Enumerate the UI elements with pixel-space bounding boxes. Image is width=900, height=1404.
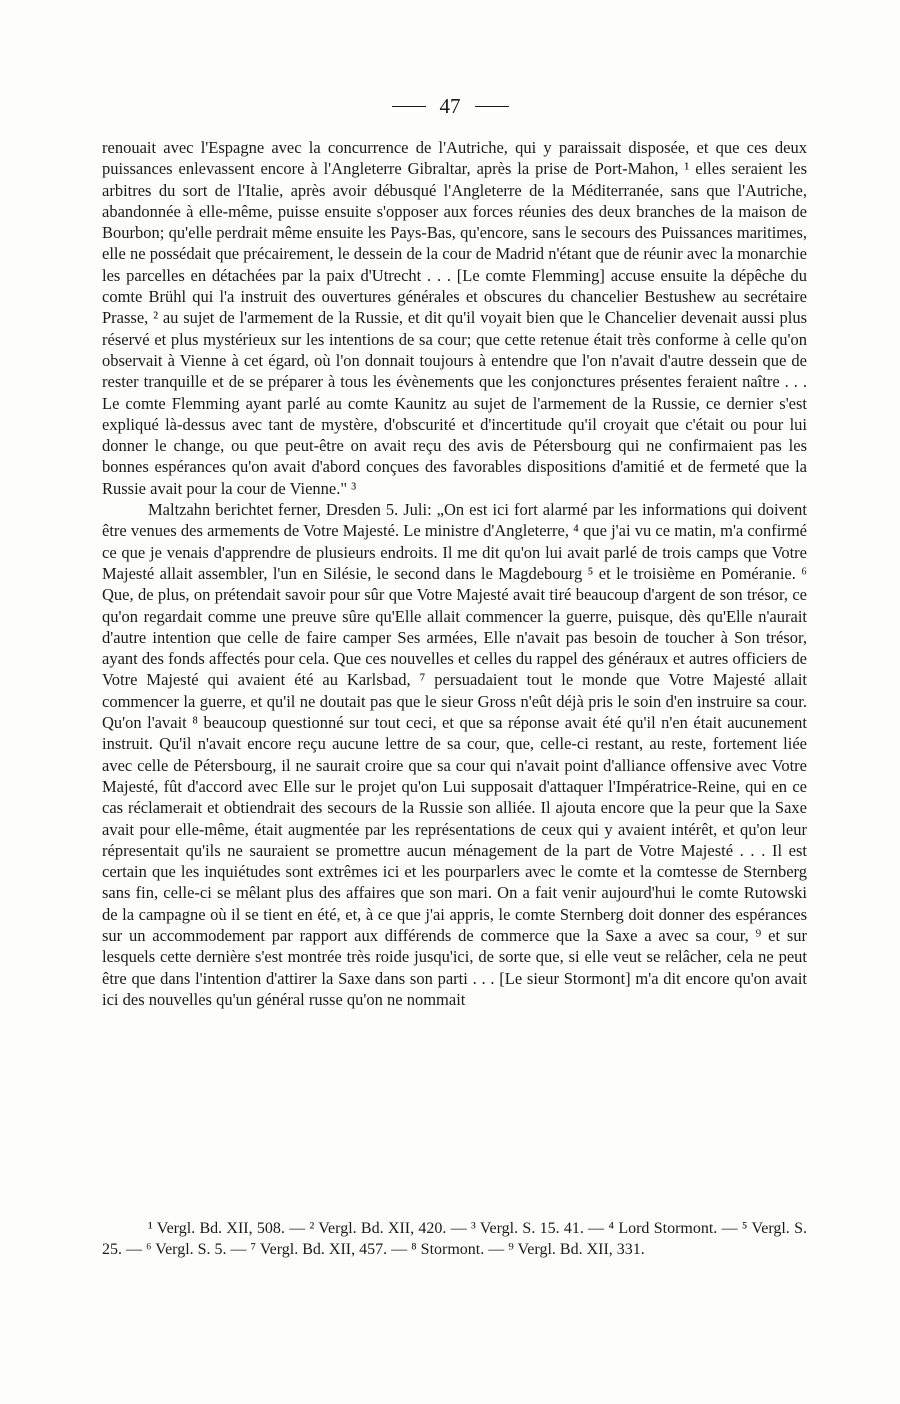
footnotes: [102, 1218, 807, 1260]
main-text: [102, 137, 807, 1010]
header-rule-right: [475, 106, 509, 107]
page-header: [0, 94, 900, 119]
footnote-text: ¹ Vergl. Bd. XII, 508. — ² Vergl. Bd. XII, 420. — ³ Vergl. S. 15. 41. — ⁴ Lord Stormont. — ⁵ Vergl. S. 25. — ⁶ Vergl. S. 5. — ⁷ Vergl. Bd. XII, 457. — ⁸ Stormont. — ⁹ Vergl. Bd. XII, 331.: [102, 1220, 807, 1258]
paragraph-2: Maltzahn berichtet ferner, Dresden 5. Juli: „On est ici fort alarmé par les informations qui doivent être venues des armements de Votre Majesté. Le ministre d'Angleterre, ⁴ que j'ai vu ce matin, m'a confirmé ce que je venais d'apprendre de plusieurs endroits. Il me dit qu'on lui avait parlé de trois camps que Votre Majesté allait assembler, l'un en Silésie, le second dans le Magdebourg ⁵ et le troisième en Poméranie. ⁶ Que, de plus, on prétendait savoir pour sûr que Votre Majesté avait tiré beaucoup d'argent de son trésor, ce qu'on regardait comme une preuve sûre qu'Elle allait commencer la guerre, puisque, dès qu'Elle n'aurait d'autre intention que celle de faire camper Ses armées, Elle n'avait pas besoin de toucher à Son trésor, ayant des fonds affectés pour cela. Que ces nouvelles et celles du rappel des généraux et autres officiers de Votre Majesté qui avaient été au Karlsbad, ⁷ persuadaient tout le monde que Votre Majesté allait commencer la guerre, et qu'il ne doutait pas que le sieur Gross n'eût déjà pris le soin d'en instruire sa cour. Qu'on l'avait ⁸ beaucoup questionné sur tout ceci, et que sa réponse avait été qu'il n'en était aucunement instruit. Qu'il n'avait encore reçu aucune lettre de sa cour, que, celle-ci restant, au reste, fortement liée avec celle de Pétersbourg, il ne saurait croire que sa cour qui n'avait point d'alliance offensive avec Votre Majesté, fût d'accord avec Elle sur le projet qu'on Lui supposait d'attaquer l'Impératrice-Reine, qui en ce cas réclamerait et obtiendrait des secours de la Russie son alliée. Il ajouta encore que la peur que la Saxe avait pour elle-même, était augmentée par les représentations de ceux qui y avaient intérêt, et qu'on leur répresentait qu'ils ne sauraient se promettre aucun ménagement de la part de Votre Majesté . . . Il est certain que les inquiétudes sont extrêmes ici et les pourparlers avec le comte et la comtesse de Sternberg sans fin, celle-ci se mêlant plus des affaires que son mari. On a fait venir aujourd'hui le comte Rutowski de la campagne où il se tient en été, et, à ce que j'ai appris, le comte Sternberg doit donner des espérances sur un accommodement par rapport aux différends de commerce que la Saxe a avec sa cour, ⁹ et sur lesquels cette dernière s'est montrée très roide jusqu'ici, de sorte que, si elle veut se relâcher, cela ne peut être que dans l'intention d'attirer la Saxe dans son parti . . . [Le sieur Stormont] m'a dit encore qu'on avait ici des nouvelles qu'un général russe qu'on ne nommait: [102, 500, 807, 1009]
header-rule-left: [392, 106, 426, 107]
page-number: 47: [439, 94, 461, 118]
paragraph-1: renouait avec l'Espagne avec la concurrence de l'Autriche, qui y paraissait disposée, et que ces deux puissances enlevassent encore à l'Angleterre Gibraltar, après la prise de Port-Mahon, ¹ elles seraient les arbitres du sort de l'Italie, après avoir débusqué l'Angleterre de la Méditerranée, sans que l'Autriche, abandonnée à elle-même, puisse ensuite s'opposer aux forces réunies des deux branches de la maison de Bourbon; qu'elle perdrait même ensuite les Pays-Bas, qu'encore, sans le secours des Puissances maritimes, elle ne possédait que précairement, le dessein de la cour de Madrid n'étant que de réunir avec la monarchie les parcelles en détachées par la paix d'Utrecht . . . [Le comte Flemming] accuse ensuite la dépêche du comte Brühl qui l'a instruit des ouvertures générales et obscures du chancelier Bestushew au secrétaire Prasse, ² au sujet de l'armement de la Russie, et dit qu'il voyait bien que le Chancelier devenait aussi plus réservé et plus mystérieux sur les intentions de sa cour; que cette retenue était très conforme à celle qu'on observait à Vienne à cet égard, où l'on donnait toujours à entendre que l'on n'avait d'autre dessein que de rester tranquille et de se préparer à tous les évènements que les conjonctures présentes feraient naître . . . Le comte Flemming ayant parlé au comte Kaunitz au sujet de l'armement de la Russie, ce dernier s'est expliqué là-dessus avec tant de mystère, d'obscurité et d'incertitude qu'il croyait que c'était ou pour lui donner le change, ou que peut-être on avait reçu des avis de Pétersbourg qui ne confirmaient pas les bonnes espérances qu'on avait d'abord conçues des favorables dispositions d'amitié et de fermeté que la Russie avait pour la cour de Vienne." ³: [102, 138, 807, 498]
